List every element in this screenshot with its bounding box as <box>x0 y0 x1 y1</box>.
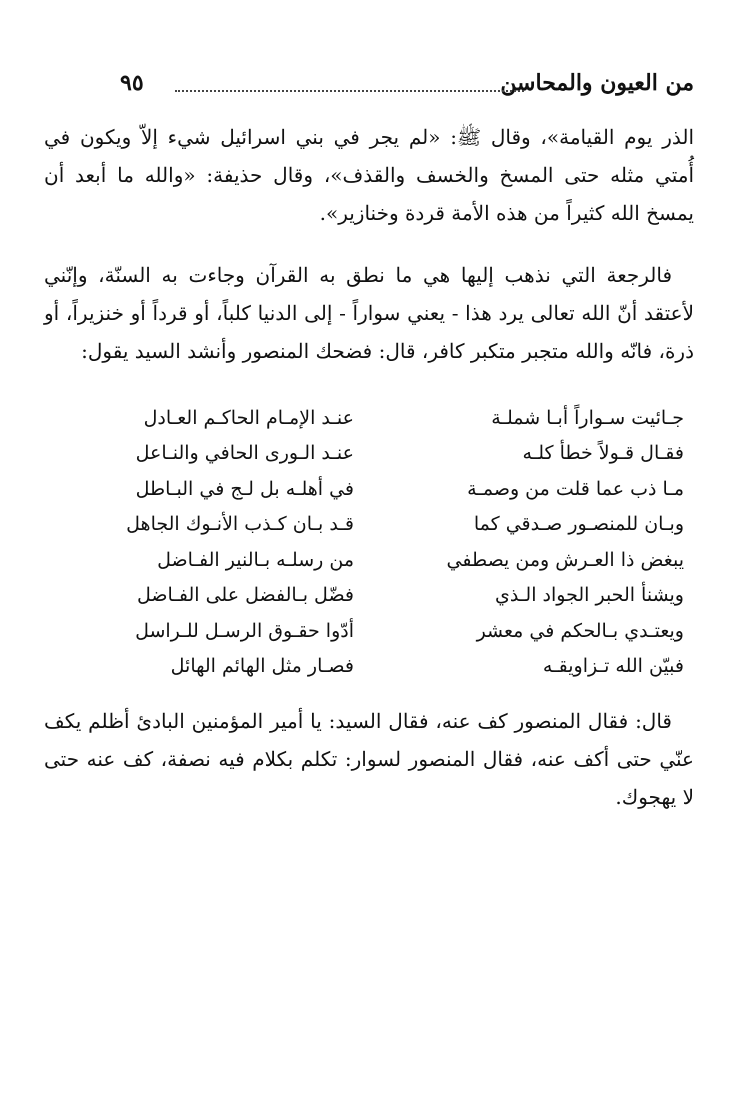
verse-first-hemistich: فبيّن الله تـزاويقـه <box>542 655 684 678</box>
page-header <box>120 70 694 104</box>
verse-second-hemistich: فضّل بـالفضل على الفـاضل <box>137 584 354 607</box>
paragraph-1: الذر يوم القيامة»، وقال ﷺ: «لم يجر في بني اسرائيل شيء إلاّ ويكون في أُمتي مثله حتى المسخ والخسف والقذف»، وقال حذيفة: «والله ما أبعد أن يمسخ الله كثيراً من هذه الأمة قردة وخنازير». <box>44 125 694 225</box>
poem <box>44 400 694 684</box>
running-title: من العيون والمحاسن <box>500 70 694 96</box>
verse-second-hemistich: عنـد الإمـام الحاكـم العـادل <box>143 406 354 429</box>
verse-first-hemistich: ويعتـدي بـالحكم في معشر <box>476 619 684 642</box>
poem-verse <box>44 649 694 685</box>
dotted-rule <box>175 90 524 92</box>
verse-second-hemistich: فصـار مثل الهائم الهائل <box>170 655 354 678</box>
verse-first-hemistich: وبـان للمنصـور صـدقي كما <box>473 513 684 536</box>
verse-first-hemistich: مـا ذب عما قلت من وصمـة <box>467 477 684 500</box>
verse-first-hemistich: فقـال قـولاً خطأ كلـه <box>522 442 684 465</box>
verse-second-hemistich: أدّوا حقـوق الرسـل للـراسل <box>135 619 354 642</box>
paragraph-2: فالرجعة التي نذهب إليها هي ما نطق به القرآن وجاءت به السنّة، وإنّني لأعتقد أنّ الله تعالى يرد هذا - يعني سواراً - إلى الدنيا كلباً، أو قرداً أو خنزيراً، أو ذرة، فانّه والله متجبر متكبر كافر، قال: فضحك المنصور وأنشد السيد يقول: <box>44 263 694 363</box>
poem-verse <box>44 436 694 472</box>
poem-verse <box>44 578 694 614</box>
verse-second-hemistich: في أهلـه بل لـج في البـاطل <box>135 477 354 500</box>
poem-verse <box>44 471 694 507</box>
paragraph-3: قال: فقال المنصور كف عنه، فقال السيد: يا أمير المؤمنين البادئ أظلم يكف عنّي حتى أكف عنه، فقال المنصور لسوار: تكلم بكلام فيه نصفة، كف عنه حتى لا يهجوك. <box>44 709 694 809</box>
verse-first-hemistich: جـائيت سـواراً أبـا شملـة <box>491 406 684 429</box>
verse-first-hemistich: يبغض ذا العـرش ومن يصطفي <box>446 548 684 571</box>
verse-second-hemistich: عنـد الـورى الحافي والنـاعل <box>135 442 354 465</box>
poem-verse <box>44 507 694 543</box>
poem-verse <box>44 613 694 649</box>
page-number: ٩٥ <box>120 70 144 96</box>
verse-second-hemistich: من رسلـه بـالنير الفـاضل <box>157 548 354 571</box>
verse-first-hemistich: ويشنأ الحبر الجواد الـذي <box>495 584 684 607</box>
poem-verse <box>44 542 694 578</box>
poem-verse <box>44 400 694 436</box>
verse-second-hemistich: قـد بـان كـذب الأنـوك الجاهل <box>126 513 354 536</box>
